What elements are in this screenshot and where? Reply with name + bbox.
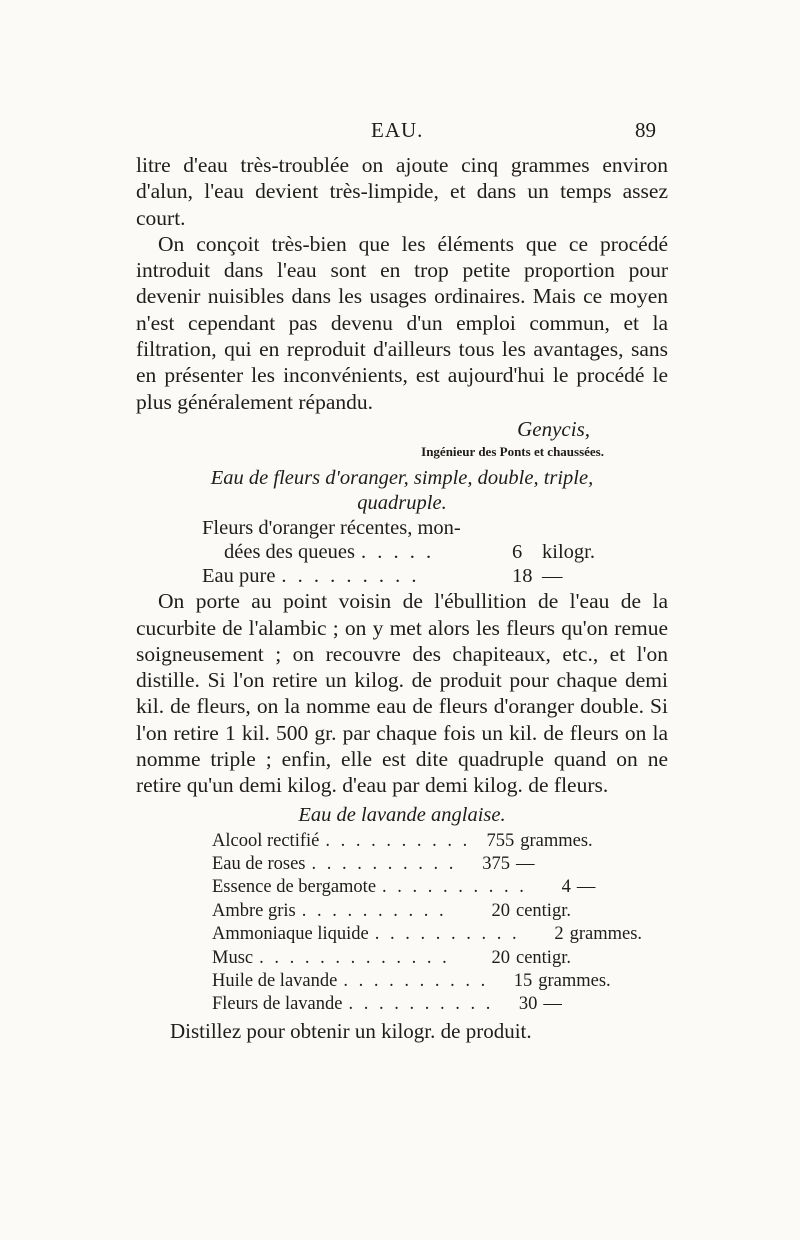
ingredient-quantity: 18: [512, 565, 533, 588]
ingredient-row: [212, 923, 643, 946]
paragraph-continuation: litre d'eau très-troublée on ajoute cinq grammes environ d'alun, l'eau devient très-limpide, et dans un temps assez court.: [136, 153, 668, 230]
page-body: [136, 152, 668, 1045]
ingredient-name: Essence de bergamote: [212, 877, 377, 898]
ingredient-row: [212, 947, 612, 970]
leader-dots: . . . . . . . . . .: [382, 877, 527, 898]
recipe-title: Eau de fleurs d'oranger, simple, double, triple,: [210, 467, 594, 490]
process-paragraph: On porte au point voisin de l'ébullition de l'eau de la cucurbite de l'alambic ; on y met alors les fleurs qu'on remue soigneusement ; on recouvre des chapiteaux, etc., et l'on distille. Si l'on retire un kilog. de produit pour chaque demi kil. de fleurs, on la nomme eau de fleurs d'oranger double. Si l'on retire 1 kil. 500 gr. par chaque fois un kil. de fleurs on la nomme triple ; enfin, elle est dite quadruple quand on ne retire qu'un demi kilog. d'eau par demi kilog. de fleurs.: [136, 589, 668, 798]
ingredient-quantity: 375: [482, 854, 510, 875]
ingredient-unit: —: [516, 854, 535, 875]
signature-name: Genycis,: [517, 416, 590, 441]
leader-dots: . . . . . . . . . . . . .: [259, 947, 450, 968]
ingredient-name: dées des queues: [224, 541, 355, 564]
leader-dots: . . . . . . . . . .: [311, 854, 457, 875]
ingredient-name: Musc: [212, 947, 254, 968]
leader-dots: . . . . . . . . . .: [343, 971, 489, 992]
paragraph: On conçoit très-bien que les éléments que ce procédé introduit dans l'eau sont en trop petite proportion pour devenir nuisibles dans les usages ordinaires. Mais ce moyen n'est cependant pas devenu d'un emploi commun, et la filtration, qui en reproduit d'ailleurs tous les avantages, sans en présenter les inconvénients, est aujourd'hui le procédé le plus généralement répandu.: [136, 231, 668, 414]
leader-dots: . . . . .: [360, 541, 435, 564]
ingredient-unit: centigr.: [516, 900, 571, 921]
ingredient-unit: —: [576, 877, 596, 898]
ingredient-unit: kilogr.: [542, 541, 595, 564]
ingredient-row: [212, 970, 612, 993]
leader-dots: . . . . . . . . . .: [374, 924, 520, 945]
ingredient-name: Fleurs de lavande: [212, 994, 343, 1015]
ingredient-quantity: 20: [491, 900, 510, 921]
ingredient-unit: —: [542, 565, 563, 588]
ingredient-quantity: 6: [512, 541, 523, 564]
ingredient-quantity: 30: [518, 994, 538, 1015]
ingredient-name: Eau de roses: [212, 854, 306, 875]
ingredient-name: Ammoniaque liquide: [212, 924, 369, 945]
ingredient-unit: —: [543, 994, 562, 1015]
ingredient-row: [212, 993, 612, 1016]
leader-dots: . . . . . . . . . .: [325, 830, 471, 851]
ingredient-list: [202, 516, 622, 588]
ingredient-unit: grammes.: [538, 971, 611, 992]
ingredient-row: [212, 876, 612, 899]
ingredient-quantity: 15: [513, 971, 533, 992]
ingredient-unit: centigr.: [516, 947, 571, 968]
ingredient-line: Fleurs d'oranger récentes, mon-: [202, 517, 461, 540]
running-title: EAU.: [371, 118, 424, 142]
recipe-title-continued: quadruple.: [357, 492, 447, 515]
ingredient-row: [202, 540, 622, 564]
ingredient-name: Eau pure: [202, 565, 276, 588]
ingredient-row: [212, 830, 612, 853]
ingredient-unit: grammes.: [569, 924, 643, 945]
leader-dots: . . . . . . . . . .: [301, 900, 447, 921]
ingredient-name: Ambre gris: [212, 900, 296, 921]
ingredient-quantity: 2: [554, 924, 564, 945]
ingredient-quantity: 755: [486, 830, 515, 851]
ingredient-unit: grammes.: [520, 830, 593, 851]
ingredient-list: [212, 830, 643, 1017]
signature-title: Ingénieur des Ponts et chaussées.: [421, 444, 604, 460]
ingredient-quantity: 20: [491, 947, 510, 968]
leader-dots: . . . . . . . . . .: [348, 994, 494, 1015]
ingredient-row: [212, 853, 612, 876]
leader-dots: . . . . . . . . .: [281, 565, 420, 588]
ingredient-name: Alcool rectifié: [212, 830, 320, 851]
running-header: [136, 118, 656, 148]
ingredient-row: [212, 900, 612, 923]
recipe-title: Eau de lavande anglaise.: [298, 803, 506, 826]
ingredient-quantity: 4: [561, 877, 571, 898]
page-number: 89: [635, 118, 656, 142]
closing-instruction: Distillez pour obtenir un kilogr. de produit.: [170, 1018, 532, 1043]
ingredient-name: Huile de lavande: [212, 971, 338, 992]
ingredient-row: [202, 564, 622, 588]
